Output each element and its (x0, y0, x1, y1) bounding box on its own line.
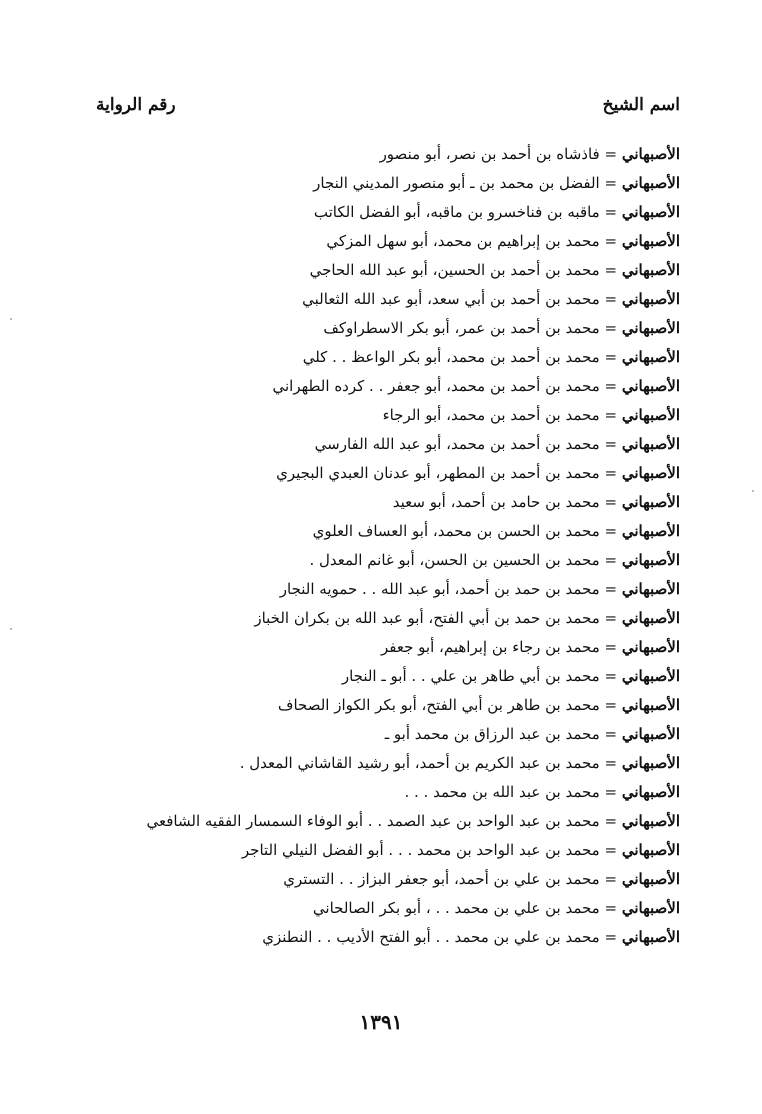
list-item (80, 720, 680, 749)
entry-prefix: الأصبهاني (621, 203, 680, 221)
sheikh-name-column-title: اسم الشيخ (602, 95, 680, 115)
entry-text: = محمد بن أحمد بن عمر، أبو بكر الاسطراوكف (323, 319, 618, 337)
entry-text: = محمد بن عبد الكريم بن أحمد، أبو رشيد القاشاني المعدل . (239, 754, 618, 772)
entry-prefix: الأصبهاني (621, 870, 680, 888)
entry-text: = محمد بن الحسين بن الحسن، أبو غانم المعدل . (309, 551, 618, 569)
list-item (80, 285, 680, 314)
entry-text: = فاذشاه بن أحمد بن نصر، أبو منصور (379, 145, 618, 163)
entry-prefix: الأصبهاني (621, 551, 680, 569)
entry-prefix: الأصبهاني (621, 841, 680, 859)
entry-prefix: الأصبهاني (621, 609, 680, 627)
list-item (80, 517, 680, 546)
list-item (80, 778, 680, 807)
list-item (80, 372, 680, 401)
list-item (80, 575, 680, 604)
entry-prefix: الأصبهاني (621, 493, 680, 511)
entry-prefix: الأصبهاني (621, 638, 680, 656)
entry-text: = محمد بن عبد الرزاق بن محمد أبو ـ (384, 725, 618, 743)
list-item (80, 430, 680, 459)
entry-prefix: الأصبهاني (621, 899, 680, 917)
list-item (80, 169, 680, 198)
list-item (80, 633, 680, 662)
entry-prefix: الأصبهاني (621, 928, 680, 946)
entry-prefix: الأصبهاني (621, 145, 680, 163)
entry-text: = محمد بن عبد الواحد بن عبد الصمد . . أبو الوفاء السمسار الفقيه الشافعي (146, 812, 618, 830)
entry-text: = محمد بن علي بن محمد . . ، أبو بكر الصالحاني (312, 899, 618, 917)
page-number: ١٣٩١ (359, 1010, 403, 1034)
entry-prefix: الأصبهاني (621, 783, 680, 801)
scan-speck (10, 628, 12, 630)
entry-text: = محمد بن طاهر بن أبي الفتح، أبو بكر الكواز الصحاف (277, 696, 618, 714)
entry-text: = محمد بن حمد بن أبي الفتح، أبو عبد الله بن بكران الخباز (254, 609, 618, 627)
list-item (80, 488, 680, 517)
entry-text: = محمد بن علي بن أحمد، أبو جعفر البزاز . . التستري (283, 870, 618, 888)
entry-prefix: الأصبهاني (621, 435, 680, 453)
entry-text: = محمد بن رجاء بن إبراهيم، أبو جعفر (381, 638, 618, 656)
entry-prefix: الأصبهاني (621, 377, 680, 395)
entry-prefix: الأصبهاني (621, 522, 680, 540)
list-item (80, 836, 680, 865)
scan-speck (752, 490, 754, 492)
entry-prefix: الأصبهاني (621, 667, 680, 685)
entry-prefix: الأصبهاني (621, 348, 680, 366)
entry-text: = محمد بن عبد الله بن محمد . . . (404, 783, 618, 801)
list-item (80, 662, 680, 691)
sheikh-entries-list (80, 140, 680, 952)
entry-prefix: الأصبهاني (621, 696, 680, 714)
list-item (80, 140, 680, 169)
scan-speck (10, 318, 12, 320)
entry-text: = ماقبه بن فناخسرو بن ماقبه، أبو الفضل الكاتب (313, 203, 618, 221)
entry-text: = الفضل بن محمد بن ـ أبو منصور المديني النجار (313, 174, 618, 192)
entry-text: = محمد بن أحمد بن محمد، أبو عبد الله الفارسي (314, 435, 618, 453)
list-item (80, 401, 680, 430)
narration-number-column-title: رقم الرواية (96, 95, 176, 115)
entry-text: = محمد بن أحمد بن الحسين، أبو عبد الله الحاجي (309, 261, 618, 279)
list-item (80, 691, 680, 720)
entry-text: = محمد بن عبد الواحد بن محمد . . . أبو الفضل النيلي التاجر (241, 841, 618, 859)
entry-prefix: الأصبهاني (621, 232, 680, 250)
list-item (80, 865, 680, 894)
list-item (80, 604, 680, 633)
entry-prefix: الأصبهاني (621, 406, 680, 424)
entry-prefix: الأصبهاني (621, 174, 680, 192)
entry-prefix: الأصبهاني (621, 812, 680, 830)
entry-prefix: الأصبهاني (621, 464, 680, 482)
entry-text: = محمد بن أحمد بن محمد، أبو جعفر . . كرده الطهراني (272, 377, 618, 395)
entry-text: = محمد بن أحمد بن محمد، أبو الرجاء (382, 406, 618, 424)
entry-text: = محمد بن إبراهيم بن محمد، أبو سهل المزكي (326, 232, 618, 250)
entry-prefix: الأصبهاني (621, 754, 680, 772)
list-item (80, 546, 680, 575)
list-item (80, 198, 680, 227)
entry-prefix: الأصبهاني (621, 290, 680, 308)
list-item (80, 894, 680, 923)
entry-prefix: الأصبهاني (621, 580, 680, 598)
list-item (80, 314, 680, 343)
entry-prefix: الأصبهاني (621, 261, 680, 279)
list-item (80, 227, 680, 256)
entry-text: = محمد بن أحمد بن محمد، أبو بكر الواعظ . . كلي (302, 348, 618, 366)
entry-text: = محمد بن حامد بن أحمد، أبو سعيد (392, 493, 618, 511)
entry-prefix: الأصبهاني (621, 725, 680, 743)
list-item (80, 749, 680, 778)
list-item (80, 459, 680, 488)
entry-text: = محمد بن أبي طاهر بن علي . . أبو ـ النجار (341, 667, 618, 685)
entry-prefix: الأصبهاني (621, 319, 680, 337)
entry-text: = محمد بن علي بن محمد . . أبو الفتح الأديب . . النطنزي (262, 928, 618, 946)
entry-text: = محمد بن الحسن بن محمد، أبو العساف العلوي (312, 522, 618, 540)
list-item (80, 256, 680, 285)
entry-text: = محمد بن أحمد بن المطهر، أبو عدنان العبدي البجيري (276, 464, 618, 482)
list-item (80, 343, 680, 372)
list-item (80, 807, 680, 836)
entry-text: = محمد بن أحمد بن أبي سعد، أبو عبد الله الثعالبي (302, 290, 618, 308)
page-header (96, 90, 680, 120)
entry-text: = محمد بن حمد بن أحمد، أبو عبد الله . . حمويه النجار (279, 580, 618, 598)
list-item (80, 923, 680, 952)
